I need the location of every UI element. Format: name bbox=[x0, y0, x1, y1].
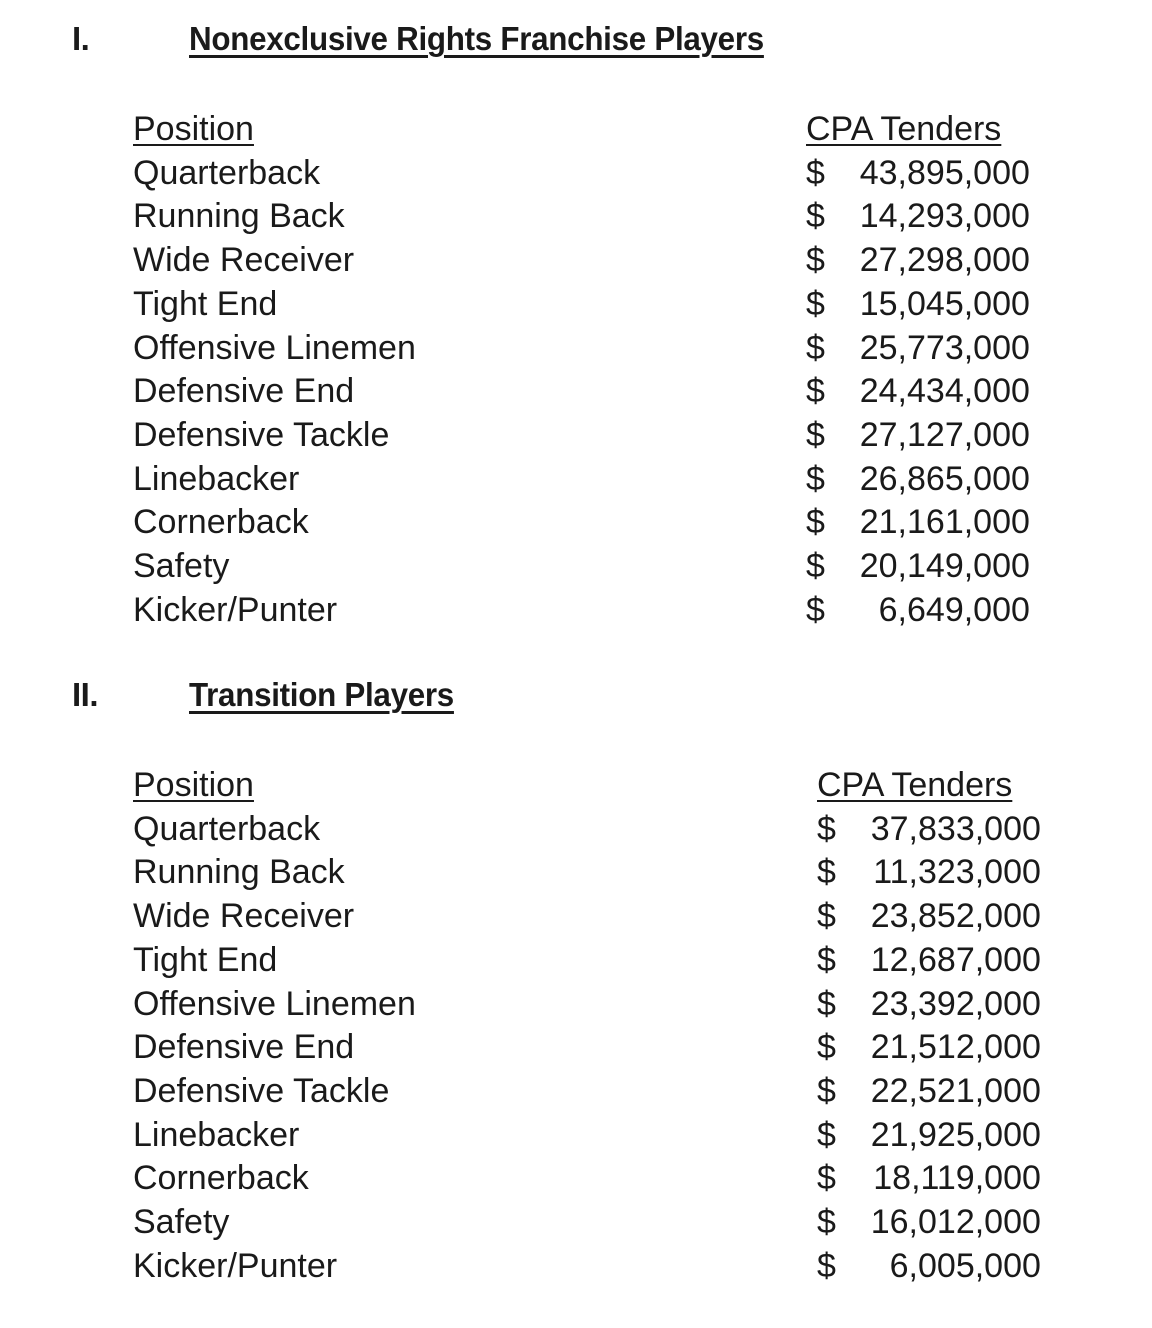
currency-symbol: $ bbox=[817, 1028, 836, 1067]
position-name: Safety bbox=[133, 547, 230, 586]
section-1-numeral: I. bbox=[72, 20, 90, 57]
section-1-title: Nonexclusive Rights Franchise Players bbox=[189, 20, 764, 57]
position-name: Defensive End bbox=[133, 372, 355, 411]
tender-amount bbox=[817, 1026, 1041, 1070]
tender-amount bbox=[806, 370, 1030, 414]
currency-symbol: $ bbox=[806, 241, 825, 280]
amount-value: 26,865,000 bbox=[859, 459, 1030, 498]
currency-symbol: $ bbox=[806, 459, 825, 498]
tender-amount bbox=[806, 195, 1030, 239]
position-name: Quarterback bbox=[133, 153, 321, 192]
currency-symbol: $ bbox=[806, 590, 825, 629]
position-name: Defensive Tackle bbox=[133, 1071, 390, 1110]
currency-symbol: $ bbox=[817, 853, 836, 892]
tender-amount bbox=[817, 983, 1041, 1027]
position-name: Running Back bbox=[133, 853, 345, 892]
tender-amount bbox=[817, 1201, 1041, 1245]
position-name: Offensive Linemen bbox=[133, 328, 416, 367]
tender-amount bbox=[817, 808, 1041, 852]
amount-value: 15,045,000 bbox=[859, 284, 1030, 323]
tender-amount bbox=[806, 283, 1030, 327]
amount-value: 27,127,000 bbox=[859, 415, 1030, 454]
tender-amount bbox=[806, 414, 1030, 458]
position-name: Wide Receiver bbox=[133, 241, 355, 280]
tender-amount bbox=[806, 239, 1030, 283]
tender-amount bbox=[806, 545, 1030, 589]
amount-value: 21,512,000 bbox=[870, 1028, 1041, 1067]
currency-symbol: $ bbox=[817, 1246, 836, 1285]
currency-symbol: $ bbox=[806, 547, 825, 586]
currency-symbol: $ bbox=[817, 940, 836, 979]
tender-amount bbox=[806, 589, 1030, 633]
amount-value: 23,392,000 bbox=[870, 984, 1041, 1023]
section-1-position-column bbox=[133, 108, 416, 632]
currency-symbol: $ bbox=[806, 372, 825, 411]
position-name: Offensive Linemen bbox=[133, 984, 416, 1023]
amount-value: 24,434,000 bbox=[859, 372, 1030, 411]
tender-amount bbox=[817, 1245, 1041, 1289]
currency-symbol: $ bbox=[806, 197, 825, 236]
tender-amount bbox=[817, 939, 1041, 983]
currency-symbol: $ bbox=[817, 984, 836, 1023]
currency-symbol: $ bbox=[817, 809, 836, 848]
cpa-tenders-header: CPA Tenders bbox=[806, 110, 1002, 148]
amount-value: 12,687,000 bbox=[870, 940, 1041, 979]
section-2-numeral: II. bbox=[72, 676, 99, 713]
section-2-title: Transition Players bbox=[189, 676, 454, 713]
amount-value: 21,925,000 bbox=[870, 1115, 1041, 1154]
currency-symbol: $ bbox=[817, 1203, 836, 1242]
amount-value: 11,323,000 bbox=[873, 853, 1041, 892]
amount-value: 27,298,000 bbox=[859, 241, 1030, 280]
position-name: Kicker/Punter bbox=[133, 590, 338, 629]
currency-symbol: $ bbox=[806, 503, 825, 542]
position-name: Defensive End bbox=[133, 1028, 355, 1067]
position-name: Kicker/Punter bbox=[133, 1246, 338, 1285]
tender-amount bbox=[817, 1070, 1041, 1114]
position-name: Safety bbox=[133, 1203, 230, 1242]
currency-symbol: $ bbox=[806, 328, 825, 367]
currency-symbol: $ bbox=[806, 415, 825, 454]
amount-value: 14,293,000 bbox=[859, 197, 1030, 236]
currency-symbol: $ bbox=[817, 897, 836, 936]
section-2-tender-column bbox=[817, 764, 1041, 1288]
amount-value: 21,161,000 bbox=[859, 503, 1030, 542]
amount-value: 37,833,000 bbox=[870, 809, 1041, 848]
currency-symbol: $ bbox=[817, 1071, 836, 1110]
position-name: Running Back bbox=[133, 197, 345, 236]
section-2-position-column bbox=[133, 764, 416, 1288]
amount-value: 16,012,000 bbox=[870, 1203, 1041, 1242]
position-name: Quarterback bbox=[133, 809, 321, 848]
tender-amount bbox=[817, 895, 1041, 939]
amount-value: 43,895,000 bbox=[859, 153, 1030, 192]
amount-value: 22,521,000 bbox=[870, 1071, 1041, 1110]
tender-amount bbox=[817, 1114, 1041, 1158]
position-header: Position bbox=[133, 766, 254, 804]
tender-amount bbox=[806, 327, 1030, 371]
position-name: Cornerback bbox=[133, 1159, 309, 1198]
tender-amount bbox=[806, 458, 1030, 502]
amount-value: 18,119,000 bbox=[873, 1159, 1041, 1198]
position-name: Defensive Tackle bbox=[133, 415, 390, 454]
position-header: Position bbox=[133, 110, 254, 148]
amount-value: 25,773,000 bbox=[859, 328, 1030, 367]
section-1-tender-column bbox=[806, 108, 1030, 632]
currency-symbol: $ bbox=[817, 1159, 836, 1198]
tender-amount bbox=[806, 501, 1030, 545]
position-name: Linebacker bbox=[133, 459, 300, 498]
position-name: Tight End bbox=[133, 940, 278, 979]
position-name: Tight End bbox=[133, 284, 278, 323]
tender-amount bbox=[817, 851, 1041, 895]
position-name: Wide Receiver bbox=[133, 897, 355, 936]
amount-value: 23,852,000 bbox=[870, 897, 1041, 936]
tender-amount bbox=[817, 1157, 1041, 1201]
tender-amount bbox=[806, 152, 1030, 196]
amount-value: 20,149,000 bbox=[859, 547, 1030, 586]
amount-value: 6,005,000 bbox=[889, 1246, 1041, 1285]
position-name: Cornerback bbox=[133, 503, 309, 542]
currency-symbol: $ bbox=[817, 1115, 836, 1154]
amount-value: 6,649,000 bbox=[878, 590, 1030, 629]
cpa-tenders-header: CPA Tenders bbox=[817, 766, 1013, 804]
position-name: Linebacker bbox=[133, 1115, 300, 1154]
currency-symbol: $ bbox=[806, 153, 825, 192]
currency-symbol: $ bbox=[806, 284, 825, 323]
